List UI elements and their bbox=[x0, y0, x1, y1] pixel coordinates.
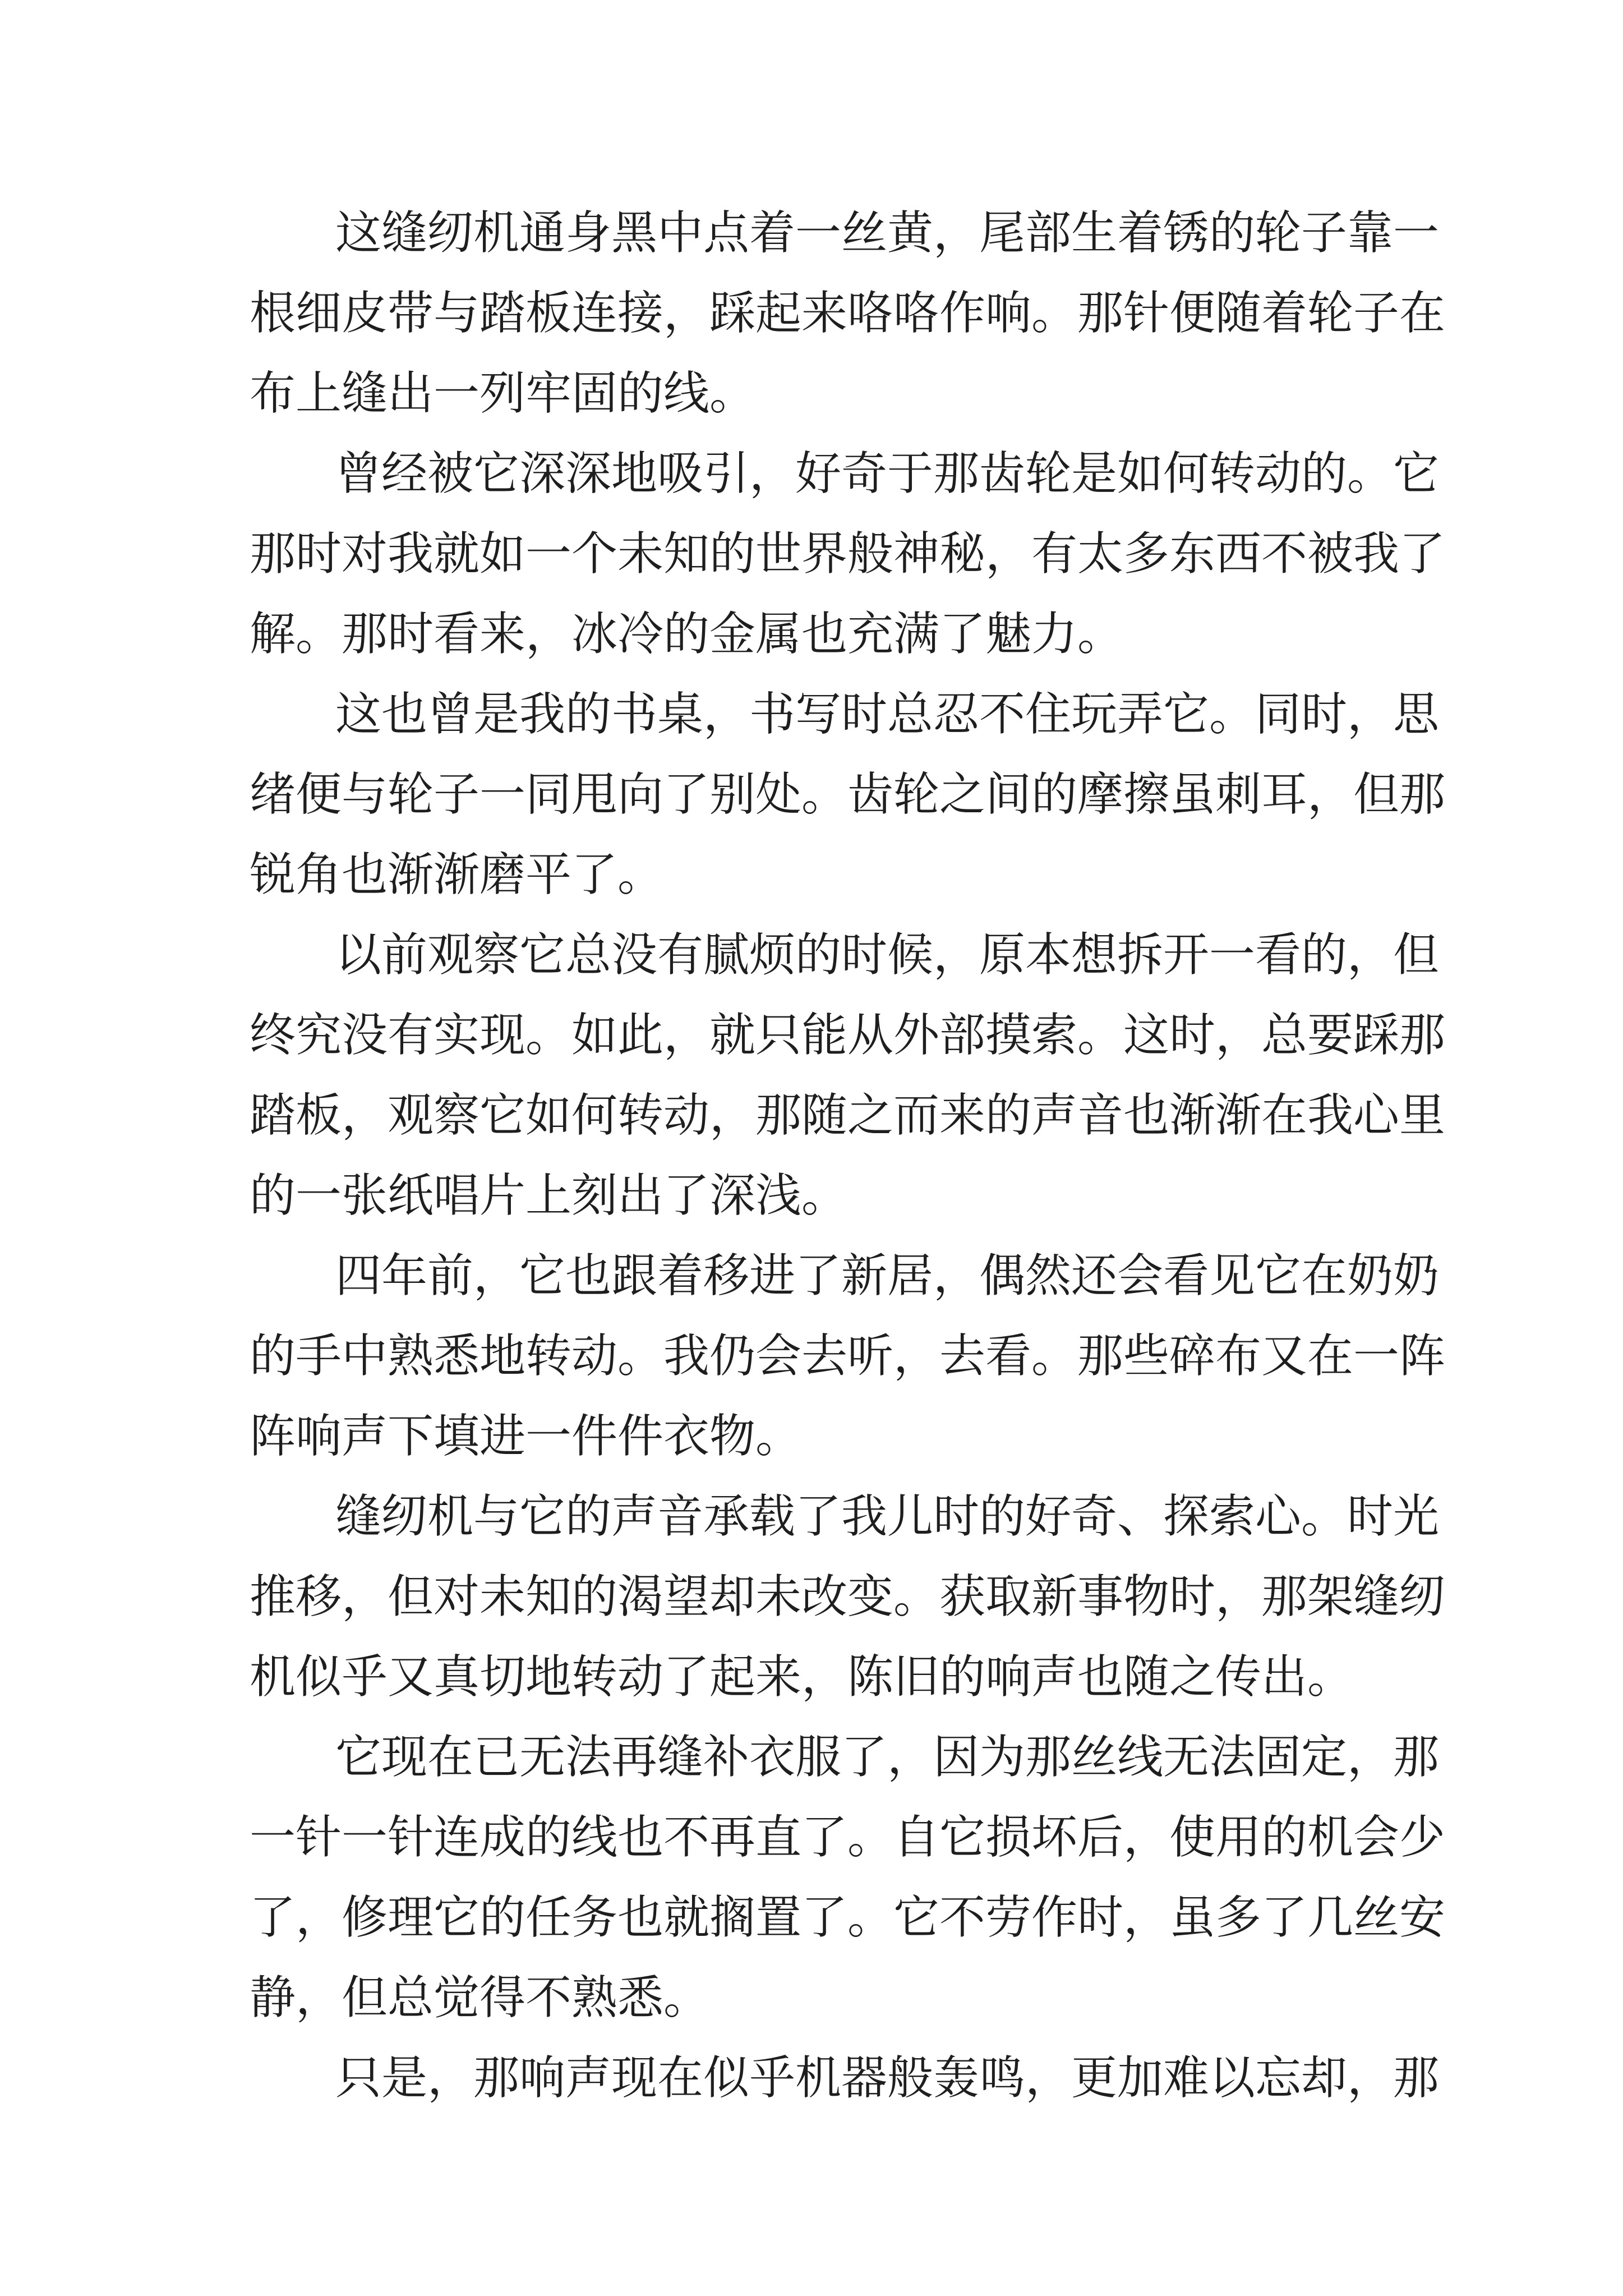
paragraph-4-line-4: 的一张纸唱片上刻出了深浅。 bbox=[250, 1169, 848, 1222]
paragraph-2-line-1: 曾经被它深深地吸引，好奇于那齿轮是如何转动的。它 bbox=[335, 447, 1440, 500]
paragraph-7-line-3: 了，修理它的任务也就搁置了。它不劳作时，虽多了几丝安 bbox=[250, 1891, 1446, 1944]
paragraph-6-line-1: 缝纫机与它的声音承载了我儿时的好奇、探索心。时光 bbox=[335, 1490, 1440, 1543]
paragraph-1-line-1: 这缝纫机通身黑中点着一丝黄，尾部生着锈的轮子靠一 bbox=[335, 206, 1440, 260]
paragraph-7-line-2: 一针一针连成的线也不再直了。自它损坏后，使用的机会少 bbox=[250, 1811, 1446, 1864]
paragraph-3-line-3: 锐角也渐渐磨平了。 bbox=[250, 848, 664, 901]
paragraph-1-line-3: 布上缝出一列牢固的线。 bbox=[250, 367, 756, 420]
paragraph-6-line-3: 机似乎又真切地转动了起来，陈旧的响声也随之传出。 bbox=[250, 1650, 1354, 1704]
paragraph-2-line-2: 那时对我就如一个未知的世界般神秘，有太多东西不被我了 bbox=[250, 527, 1446, 581]
paragraph-5-line-3: 阵响声下填进一件件衣物。 bbox=[250, 1410, 802, 1463]
paragraph-4-line-2: 终究没有实现。如此，就只能从外部摸索。这时，总要踩那 bbox=[250, 1009, 1446, 1062]
paragraph-6-line-2: 推移，但对未知的渴望却未改变。获取新事物时，那架缝纫 bbox=[250, 1570, 1446, 1623]
paragraph-3-line-2: 绪便与轮子一同甩向了别处。齿轮之间的摩擦虽刺耳，但那 bbox=[250, 768, 1446, 821]
paragraph-7-line-1: 它现在已无法再缝补衣服了，因为那丝线无法固定，那 bbox=[335, 1731, 1440, 1784]
paragraph-2-line-3: 解。那时看来，冰冷的金属也充满了魅力。 bbox=[250, 608, 1124, 661]
paragraph-5-line-1: 四年前，它也跟着移进了新居，偶然还会看见它在奶奶 bbox=[335, 1249, 1440, 1303]
paragraph-5-line-2: 的手中熟悉地转动。我仍会去听，去看。那些碎布又在一阵 bbox=[250, 1329, 1446, 1383]
paragraph-3-line-1: 这也曾是我的书桌，书写时总忍不住玩弄它。同时，思 bbox=[335, 688, 1440, 741]
paragraph-1-line-2: 根细皮带与踏板连接，踩起来咯咯作响。那针便随着轮子在 bbox=[250, 287, 1446, 340]
paragraph-4-line-3: 踏板，观察它如何转动，那随之而来的声音也渐渐在我心里 bbox=[250, 1089, 1446, 1142]
paragraph-4-line-1: 以前观察它总没有腻烦的时候，原本想拆开一看的，但 bbox=[335, 928, 1440, 982]
paragraph-8-line-1: 只是，那响声现在似乎机器般轰鸣，更加难以忘却，那 bbox=[335, 2051, 1440, 2105]
paragraph-7-line-4: 静，但总觉得不熟悉。 bbox=[250, 1971, 710, 2024]
